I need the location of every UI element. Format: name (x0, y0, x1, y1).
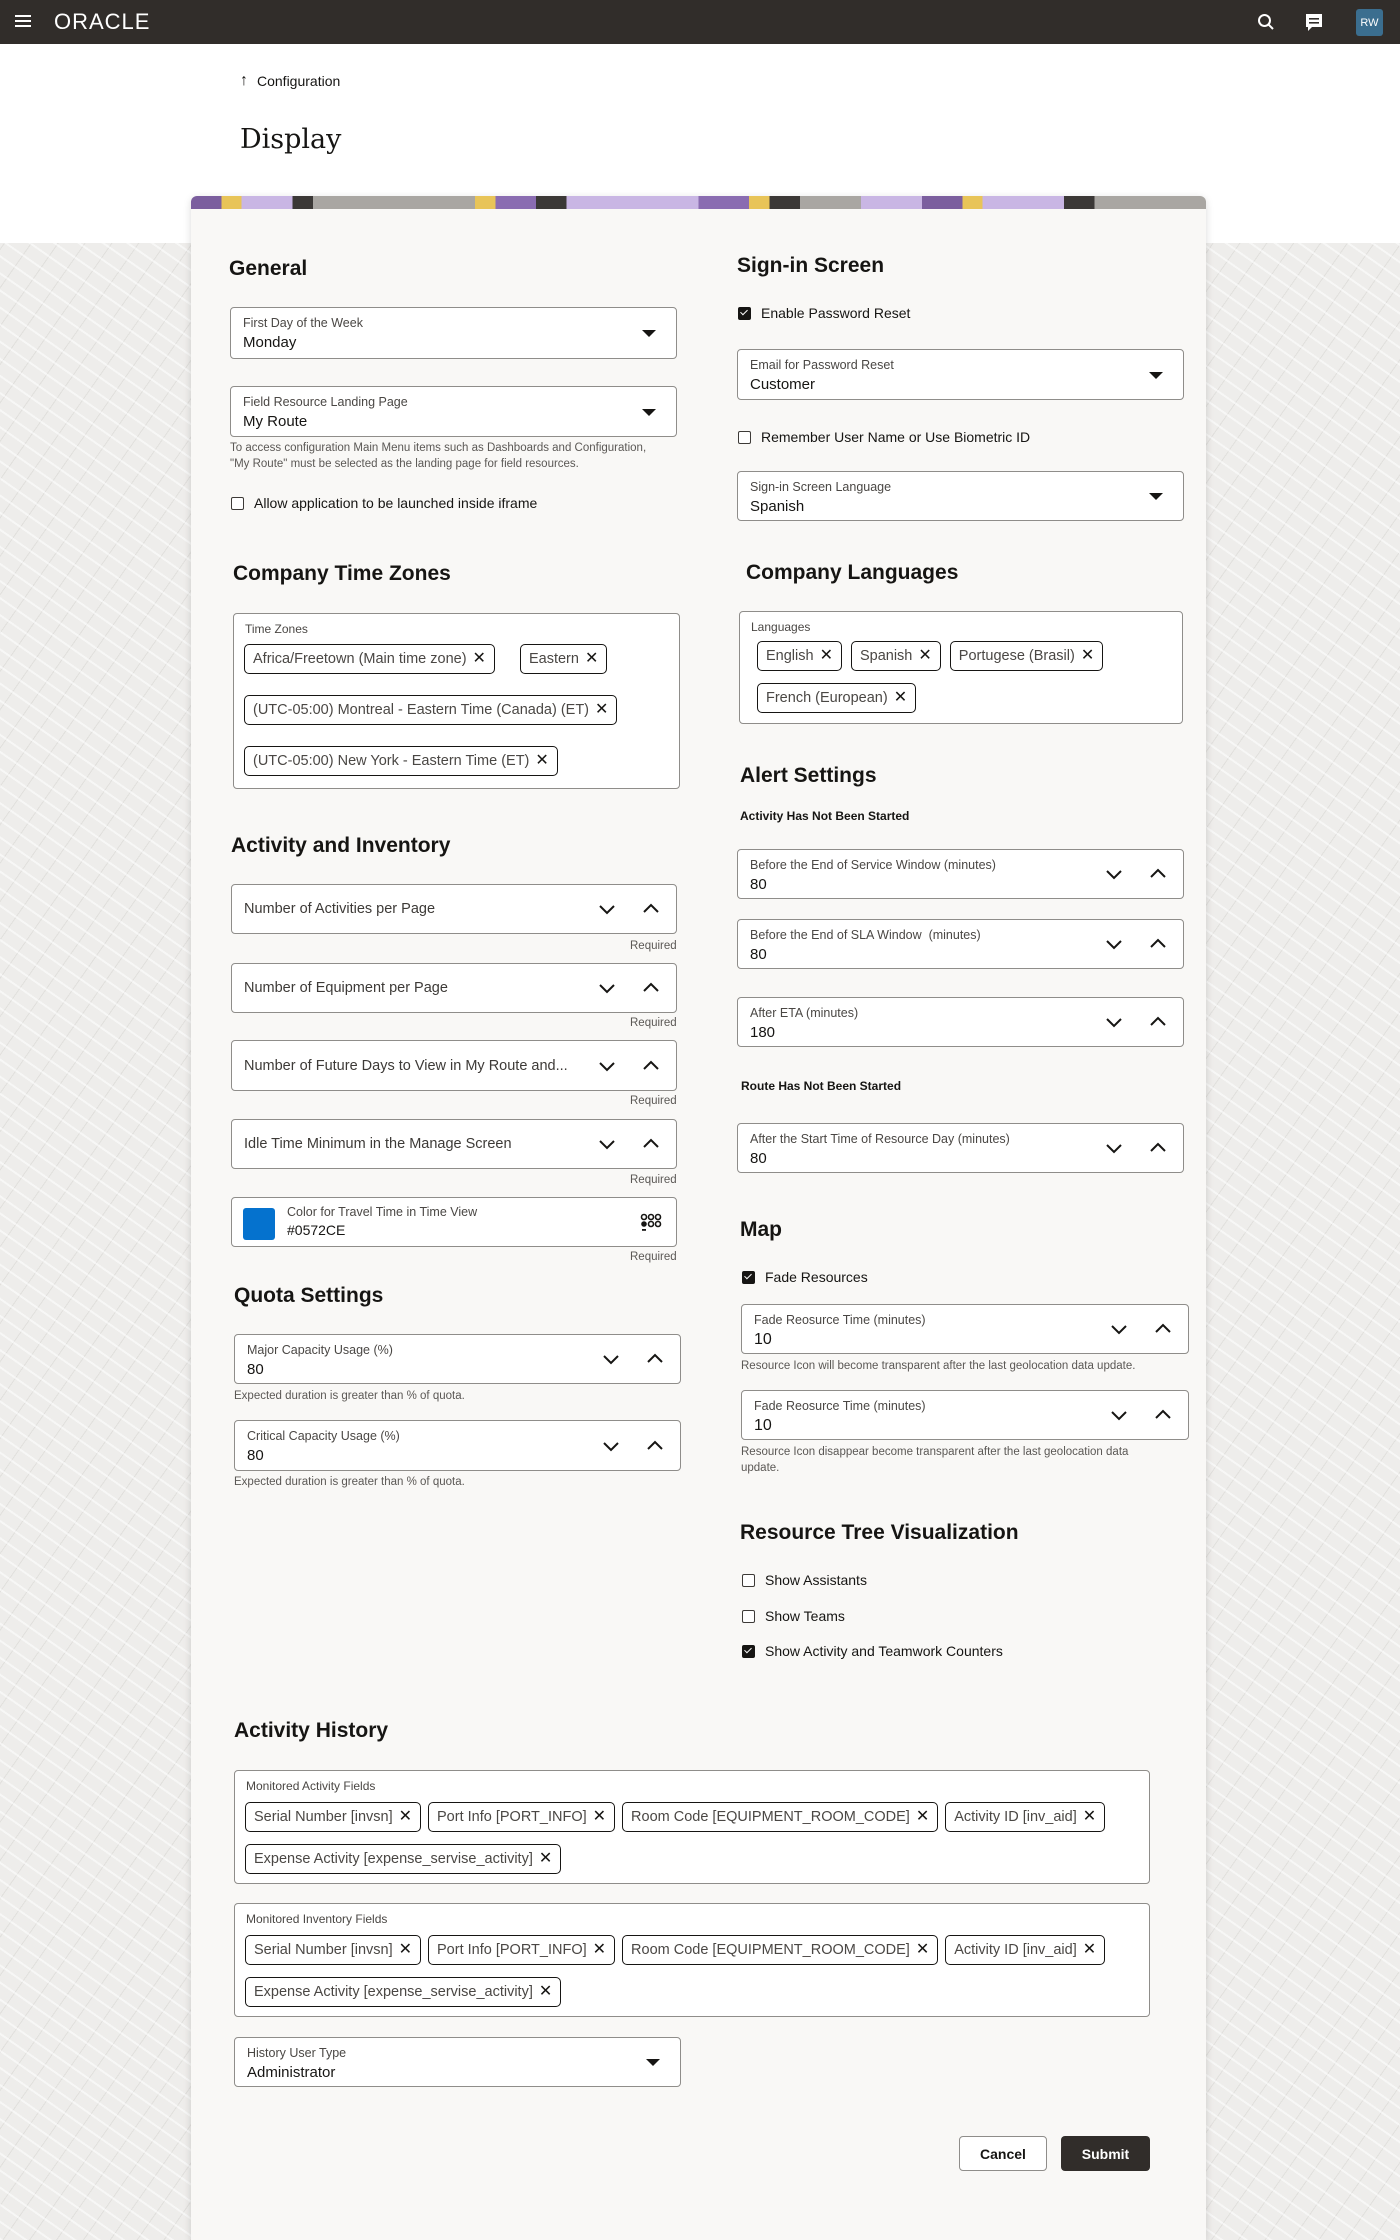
chip (245, 1802, 421, 1832)
equipment-per-page-stepper[interactable] (231, 963, 677, 1013)
chevron-down-icon[interactable] (1103, 933, 1125, 955)
signin-language-select[interactable] (737, 471, 1184, 521)
checkbox-label: Show Activity and Teamwork Counters (765, 1643, 1003, 1659)
field-label: Idle Time Minimum in the Manage Screen (244, 1136, 512, 1152)
chip-label: Portugese (Brasil) (958, 648, 1075, 664)
breadcrumb[interactable] (240, 72, 340, 90)
remove-chip-icon[interactable]: ✕ (1082, 1808, 1097, 1825)
chevron-up-icon[interactable] (644, 1348, 666, 1370)
chip (520, 644, 607, 674)
field-label: Email for Password Reset (750, 358, 894, 372)
field-value: #0572CE (287, 1222, 346, 1238)
checkbox-label: Allow application to be launched inside iframe (254, 495, 538, 511)
field-value: Administrator (247, 2064, 336, 2081)
checkbox-label: Show Teams (765, 1608, 845, 1624)
future-days-stepper[interactable] (231, 1040, 677, 1091)
remove-chip-icon[interactable]: ✕ (595, 701, 609, 718)
chip-label: Expense Activity [expense_servise_activity] (254, 1851, 533, 1867)
checkbox-checked-icon[interactable] (742, 1645, 755, 1658)
remove-chip-icon[interactable]: ✕ (1082, 1941, 1097, 1958)
chevron-down-icon[interactable] (596, 1133, 618, 1155)
chip-label: Serial Number [invsn] (254, 1942, 393, 1958)
chip (428, 1935, 615, 1965)
field-label: Number of Future Days to View in My Route and... (244, 1057, 568, 1074)
chip-label: Activity ID [inv_aid] (954, 1942, 1077, 1958)
landing-page-select[interactable] (230, 386, 677, 437)
oracle-logo[interactable]: ORACLE (54, 9, 151, 34)
chevron-down-icon[interactable] (596, 977, 618, 999)
remove-chip-icon[interactable]: ✕ (893, 689, 908, 706)
checkbox-label: Remember User Name or Use Biometric ID (761, 429, 1031, 445)
monitored-inventory-fields[interactable] (234, 1903, 1150, 2017)
chevron-up-icon[interactable] (1147, 1011, 1169, 1033)
field-label: Sign-in Screen Language (750, 480, 892, 494)
field-value[interactable]: 80 (750, 946, 767, 963)
checkbox-unchecked-icon[interactable] (742, 1610, 755, 1623)
chip (245, 1844, 561, 1874)
after-eta-stepper[interactable] (737, 997, 1184, 1047)
chevron-up-icon[interactable] (644, 1435, 666, 1457)
field-label: Critical Capacity Usage (%) (247, 1429, 400, 1443)
caret-down-icon (642, 330, 656, 337)
field-value[interactable]: 80 (750, 876, 767, 893)
field-label: Major Capacity Usage (%) (247, 1343, 393, 1357)
field-value: Customer (750, 376, 816, 393)
checkbox-unchecked-icon[interactable] (742, 1574, 755, 1587)
fade-time-stepper-2[interactable] (741, 1390, 1189, 1440)
chevron-down-icon[interactable] (596, 1055, 618, 1077)
field-label: History User Type (247, 2046, 347, 2060)
show-counters-checkbox[interactable] (742, 1643, 1003, 1659)
remove-chip-icon[interactable]: ✕ (592, 1941, 607, 1958)
service-window-stepper[interactable] (737, 849, 1184, 899)
field-label: Monitored Inventory Fields (246, 1912, 388, 1926)
caret-down-icon (646, 2059, 660, 2066)
iframe-checkbox[interactable] (231, 495, 537, 511)
travel-color-picker[interactable] (231, 1197, 677, 1247)
section-title-resource-tree: Resource Tree Visualization (740, 1521, 1019, 1544)
chip (244, 746, 558, 776)
chip (622, 1802, 938, 1832)
chip (757, 641, 842, 671)
search-icon[interactable] (1257, 13, 1275, 31)
checkbox-unchecked-icon[interactable] (231, 497, 244, 510)
show-teams-checkbox[interactable] (742, 1608, 845, 1624)
email-reset-select[interactable] (737, 349, 1184, 400)
color-swatch[interactable] (243, 1208, 275, 1240)
field-label: Before the End of SLA Window (minutes) (750, 928, 981, 942)
field-value[interactable]: 180 (750, 1024, 776, 1041)
remove-chip-icon[interactable]: ✕ (915, 1941, 930, 1958)
field-value: Spanish (750, 498, 805, 515)
fade-time-stepper-1[interactable] (741, 1304, 1189, 1354)
user-avatar[interactable]: RW (1356, 9, 1383, 36)
fade-resources-checkbox[interactable] (742, 1269, 868, 1285)
section-title-quota: Quota Settings (234, 1284, 384, 1307)
chip-label: Eastern (528, 651, 579, 667)
required-hint: Required (630, 940, 677, 952)
time-zones-field[interactable] (233, 613, 680, 789)
field-label: Monitored Activity Fields (246, 1779, 376, 1793)
field-label: Color for Travel Time in Time View (287, 1205, 478, 1219)
major-capacity-help: Expected duration is greater than % of quota. (234, 1390, 465, 1402)
landing-help-text: "My Route" must be selected as the landing page for field resources. (230, 458, 579, 470)
section-title-map: Map (740, 1218, 782, 1241)
chip (851, 641, 941, 671)
chevron-up-icon[interactable] (640, 1055, 662, 1077)
section-title-languages: Company Languages (746, 561, 959, 584)
idle-time-stepper[interactable] (231, 1119, 677, 1169)
field-label: Before the End of Service Window (minutes) (750, 858, 996, 872)
remove-chip-icon[interactable]: ✕ (915, 1808, 930, 1825)
required-hint: Required (630, 1251, 677, 1263)
languages-field[interactable] (739, 611, 1183, 724)
required-hint: Required (630, 1174, 677, 1186)
section-title-alerts: Alert Settings (740, 764, 877, 787)
breadcrumb-configuration[interactable]: Configuration (257, 73, 341, 89)
section-title-history: Activity History (234, 1719, 389, 1742)
chevron-up-icon[interactable] (1147, 933, 1169, 955)
chevron-up-icon[interactable] (640, 1133, 662, 1155)
checkbox-label: Enable Password Reset (761, 305, 911, 321)
activity-field-chips (245, 1802, 1139, 1874)
remove-chip-icon[interactable]: ✕ (538, 1983, 553, 2000)
fade-help-2: update. (741, 1462, 780, 1474)
chevron-down-icon[interactable] (1108, 1404, 1130, 1426)
field-label: First Day of the Week (243, 316, 363, 330)
chip (757, 683, 916, 713)
checkbox-checked-icon[interactable] (742, 1271, 755, 1284)
remove-chip-icon[interactable]: ✕ (819, 647, 833, 664)
color-palette-icon[interactable] (640, 1213, 662, 1233)
chip (428, 1802, 615, 1832)
enable-password-reset-checkbox[interactable] (738, 305, 910, 321)
cancel-button[interactable]: Cancel (959, 2136, 1047, 2171)
checkbox-checked-icon[interactable] (738, 307, 751, 320)
chevron-up-icon[interactable] (1152, 1404, 1174, 1426)
chevron-up-icon[interactable] (640, 898, 662, 920)
chip (622, 1935, 938, 1965)
section-title-time-zones: Company Time Zones (233, 562, 451, 585)
chip (945, 1802, 1105, 1832)
caret-down-icon (642, 409, 656, 416)
checkbox-label: Fade Resources (765, 1269, 868, 1285)
arrow-up-icon: ↑ (240, 72, 248, 89)
field-value[interactable]: 10 (754, 1417, 772, 1434)
field-label: Field Resource Landing Page (243, 395, 408, 409)
top-bar (0, 0, 1400, 44)
chevron-down-icon[interactable] (1103, 863, 1125, 885)
fade-help-2: Resource Icon disappear become transparent after the last geolocation data (741, 1446, 1129, 1458)
field-label: Time Zones (245, 622, 308, 636)
remove-chip-icon[interactable]: ✕ (592, 1808, 607, 1825)
field-value[interactable]: 10 (754, 1331, 772, 1348)
route-not-started-subtitle: Route Has Not Been Started (741, 1079, 902, 1093)
chip (945, 1935, 1105, 1965)
checkbox-unchecked-icon[interactable] (738, 431, 751, 444)
field-label: Fade Reosurce Time (minutes) (754, 1399, 926, 1413)
remove-chip-icon[interactable]: ✕ (584, 650, 599, 667)
messages-icon[interactable] (1305, 13, 1323, 32)
activities-per-page-stepper[interactable] (231, 884, 677, 934)
chip (245, 1977, 561, 2007)
required-hint: Required (630, 1017, 677, 1029)
chevron-up-icon[interactable] (1152, 1318, 1174, 1340)
chip-label: French (European) (766, 690, 888, 706)
inventory-field-chips (245, 1935, 1139, 2007)
remember-user-checkbox[interactable] (738, 429, 1030, 445)
field-label: After ETA (minutes) (750, 1006, 859, 1020)
show-assistants-checkbox[interactable] (742, 1572, 867, 1588)
chip-label: Port Info [PORT_INFO] (437, 1942, 587, 1958)
chip-label: English (766, 648, 814, 664)
chip-label: Activity ID [inv_aid] (954, 1809, 1077, 1825)
field-value: My Route (243, 413, 308, 430)
chevron-up-icon[interactable] (640, 977, 662, 999)
chip (244, 695, 617, 725)
field-label: Number of Activities per Page (244, 901, 436, 917)
remove-chip-icon[interactable]: ✕ (398, 1941, 413, 1958)
card-banner (191, 196, 1206, 209)
fade-help-1: Resource Icon will become transparent after the last geolocation data update. (741, 1360, 1136, 1372)
section-title-activity-inventory: Activity and Inventory (231, 834, 451, 857)
field-label: Languages (751, 620, 811, 634)
major-capacity-stepper[interactable] (234, 1334, 681, 1384)
section-title-signin: Sign-in Screen (737, 254, 885, 277)
history-user-type-select[interactable] (234, 2037, 681, 2087)
chip-label: (UTC-05:00) Montreal - Eastern Time (Canada) (ET) (253, 702, 590, 718)
critical-capacity-help: Expected duration is greater than % of quota. (234, 1476, 465, 1488)
chip-label: Africa/Freetown (Main time zone) (253, 651, 467, 667)
first-day-select[interactable] (230, 307, 677, 359)
activity-not-started-subtitle: Activity Has Not Been Started (740, 809, 910, 823)
chip (244, 644, 495, 674)
time-zone-chips (244, 644, 669, 776)
chevron-up-icon[interactable] (1147, 863, 1169, 885)
field-value: Monday (243, 334, 297, 351)
remove-chip-icon[interactable]: ✕ (1080, 647, 1095, 664)
checkbox-label: Show Assistants (765, 1572, 867, 1588)
field-value[interactable]: 80 (247, 1361, 264, 1378)
chip (245, 1935, 421, 1965)
required-hint: Required (630, 1095, 677, 1107)
chevron-down-icon[interactable] (600, 1435, 622, 1457)
chip-label: (UTC-05:00) New York - Eastern Time (ET) (253, 753, 530, 769)
chevron-down-icon[interactable] (1103, 1137, 1125, 1159)
remove-chip-icon[interactable]: ✕ (918, 647, 932, 664)
chevron-down-icon[interactable] (600, 1348, 622, 1370)
critical-capacity-stepper[interactable] (234, 1420, 681, 1471)
submit-button[interactable]: Submit (1061, 2136, 1150, 2171)
page-title: Display (240, 124, 342, 155)
chip-label: Expense Activity [expense_servise_activity] (254, 1984, 533, 2000)
hamburger-menu-icon[interactable] (15, 15, 31, 29)
remove-chip-icon[interactable]: ✕ (535, 752, 549, 769)
chip-label: Spanish (859, 648, 913, 664)
sla-window-stepper[interactable] (737, 919, 1184, 969)
field-label: Fade Reosurce Time (minutes) (754, 1313, 926, 1327)
section-title-general: General (229, 257, 308, 280)
field-value[interactable]: 80 (247, 1447, 264, 1464)
remove-chip-icon[interactable]: ✕ (398, 1808, 413, 1825)
field-label: Number of Equipment per Page (244, 980, 448, 996)
chevron-up-icon[interactable] (1147, 1137, 1169, 1159)
caret-down-icon (1149, 372, 1163, 379)
field-value[interactable]: 80 (750, 1150, 767, 1167)
landing-help-text: To access configuration Main Menu items such as Dashboards and Configuration, (230, 442, 647, 454)
chevron-down-icon[interactable] (1103, 1011, 1125, 1033)
remove-chip-icon[interactable]: ✕ (538, 1850, 553, 1867)
language-chips (757, 641, 1172, 713)
resource-day-stepper[interactable] (737, 1123, 1184, 1173)
chevron-down-icon[interactable] (596, 898, 618, 920)
chip-label: Serial Number [invsn] (254, 1809, 393, 1825)
remove-chip-icon[interactable]: ✕ (472, 650, 486, 667)
field-label: After the Start Time of Resource Day (minutes) (750, 1132, 1010, 1146)
chip-label: Room Code [EQUIPMENT_ROOM_CODE] (631, 1809, 910, 1825)
caret-down-icon (1149, 493, 1163, 500)
chevron-down-icon[interactable] (1108, 1318, 1130, 1340)
chip (950, 641, 1103, 671)
monitored-activity-fields[interactable] (234, 1770, 1150, 1884)
chip-label: Room Code [EQUIPMENT_ROOM_CODE] (631, 1942, 910, 1958)
chip-label: Port Info [PORT_INFO] (437, 1809, 587, 1825)
